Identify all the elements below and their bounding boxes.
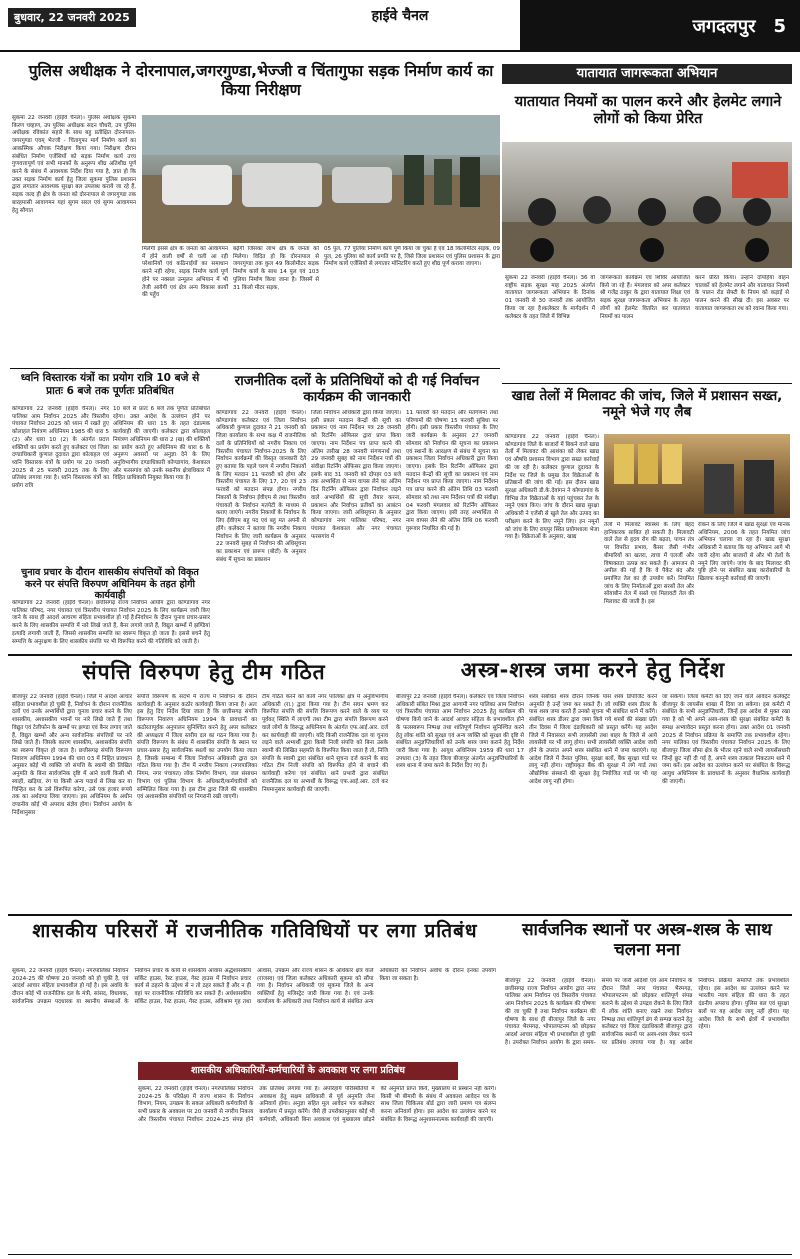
story1-col2: मिलेगी इससे क्षेत्र के जनता को आवागमन में होने वाली वर्षों से चली आ रही परेशानियों एवं कठिनाईयों का समाधान करने नहीं रहेगा, सड़क निर्माण कार्य पूर्ण होने पर नक्सल उन्मूलन अभियान में भी तेजी आयेगी एवं क्षेत्र अन्य विकास कार्यों की पहुँच [142, 246, 228, 299]
paper-name: हाईवे चैनल [371, 8, 429, 24]
divider [8, 654, 792, 656]
helmet-rally-photo [502, 142, 792, 268]
divider [0, 50, 520, 52]
story9-body-continued [12, 1062, 132, 1250]
story8-col3: जा सकेगा। जिला कमेटी को दिए जाने वाले आवेदन कलेक्ट्रेट बीजापुर के लायसेंस शाखा में दिया जा सकेगा। इस कमेटी में संबंधित के सभी अनुज्ञप्तिधारी, जिन्हें इस आदेश से मुक्त रखा गया है को भी अपने अस्त्र-शस्त्र की सुरक्षा संबंधित कमेटी के समक्ष अभ्यावेदन प्रस्तुत करना होगा। उक्त आदेश 01 जनवरी 2025 से निर्वाचन प्रक्रिया के समाप्ति तक प्रभावशील रहेगा। नगर पालिका एवं त्रिस्तरीय पंचायत निर्वाचन 2025 के लिए बीजापुर जिला सीमा क्षेत्र के भीतर रहने वाले सभी लायसेंसधारी जिन्हें छूट नहीं दी गई है, अपने शस्त्र तत्काल निकटतम थाने में जमा करें। इस आदेश का उल्लंघन करने पर संबंधित के विरूद्ध आयुध अधिनियम के प्रावधानों के अनुसार वैधानिक कार्यवाही की जाएगी। [662, 694, 790, 785]
divider [10, 368, 500, 369]
road-inspection-photo-art [142, 115, 500, 243]
story8-headline: अस्त्र-शस्त्र जमा करने हेतु निर्देश [460, 658, 726, 682]
story10-headline: सार्वजनिक स्थानों पर अस्त्र-शस्त्र के साथ चलना मना [522, 920, 772, 961]
oil-shop-photo [604, 434, 790, 518]
road-inspection-photo [142, 115, 500, 243]
story3-col2: 10 बजे से प्रातः 6 बजे तक पूर्णतः प्रतिबंधित रहेगा। उक्त आदेश के उल्लंघन होने पर अधिनियम की धारा 15 के तहत दंडात्मक कार्यवाही की जाएगी। कलेक्टर द्वारा कोलाहल नियंत्रण अधिनियम की धारा 2 (ख) की शक्तियों का प्रयोग करते हुए अधिनियम की धारा 6 के अनुरूप अवसरों पर अनुज्ञा देने के लिए अनुविभागीय दण्डाधिकारी कोण्डागांव, केशकाल और फरसगांव को उनके स्थानीय क्षेत्राधिकार में विहित प्राधिकारी नियुक्त किया गया है। [113, 406, 210, 482]
story9-sub-headline: शासकीय अधिकारियों-कर्मचारियों के अवकाश पर लगा प्रतिबंध [138, 1062, 458, 1080]
story5-col3: 11 फरवरी को मतदान और मतगणना तथा परिणामों की घोषणा 15 फरवरी सुबिधा पर होगी। इसी प्रकार त्रिस्तरीय पंचायत के लिए जारी कार्यक्रम के अनुसार 27 जनवरी सोमवार को निर्वाचन की सूचना का प्रकाशन एवं स्थानों के आरक्षण से संबंध में सूचना का प्रकाशन जिला निर्वाचन अधिकारी द्वारा किया जाएगा। इसके दिन रिटर्निंग ऑफिसर द्वारा मतदान केन्द्रों की सूची का प्रकाशन एवं नाम निर्देशन पत्र प्राप्त किया जाएगा। नाम निर्देशन पत्र प्राप्त करने की अंतिम तिथि 03 फरवरी सोमवार को तथा नाम निर्देशन पत्रों की संवीक्षा 04 फरवरी मंगलवार को रिटर्निंग ऑफिसर द्वारा किया जाएगा। इसी तरह अभ्यर्थिता से नाम वापस लेने की अंतिम तिथि 06 फरवरी गुरूवार निर्धारित की गई है। [406, 410, 498, 532]
story5-col1: कोण्डागांव 22 जनवरी (हाईवे चैनल)। कोण्डागांव कलेक्टर एवं जिला निर्वाचन अधिकारी कुणाल दुदावत ने 21 जनवरी को जिला कार्यालय के सभा कक्ष में राजनीतिक दलों के प्रतिनिधियों को नगरीय निकाय एवं त्रिस्तरीय पंचायत निर्वाचन-2025 के लिए निर्वाचन कार्यक्रमों की विस्तृत जानकारी देते हुए बताया कि पहले चरण में नगरीय निकायों के लिए मतदान 11 फरवरी को होगा और त्रिस्तरीय पंचायत के लिए 17, 20 एवं 23 फरवरी को मतदान संपन्न होगा। नगरीय निकायों के निर्वाचन ईवीएम से तथा त्रिस्तरीय पंचायतों के निर्वाचन मतपेटी के माध्यम से कराए जाएंगे। नगरीय निकायों के निर्वाचन के लिए ईवीएम बहु पद एवं बहु मत अपनी से होंगे। कलेक्टर ने बताया कि नगरीय निकाय निर्वाचन के लिए जारी कार्यक्रम के अनुसार 22 जनवरी सुबह से निर्वाचन की अधिसूचना का प्रकाशन एवं प्रारूप (बोटों) के अनुसार संबंध में सूचना का प्रकाशन [216, 410, 306, 563]
story3-headline: ध्वनि विस्तारक यंत्रों का प्रयोग रात्रि 10 बजे से प्रातः 6 बजे तक पूर्णतः प्रतिबंधित [20, 372, 200, 397]
city-name: जगदलपुर [692, 16, 756, 37]
story2-col2: जागरूकता कार्यक्रम एवं शिविर आयोजित किये जा रहे हैं। मंगलवार को अपर कलेक्टर श्री गजेंद्र ठाकुर के द्वारा यातायात शिक्षा एवं सड़क सुरक्षा जागरूकता अभियान के तहत लोगों को हेलमेट वितरित कर यातायात नियमों का पालन [600, 275, 690, 320]
story10-body: बीजापुर 22 जनवरी (हाईवे चैनल)। छत्तीसगढ़ राज्य निर्वाचन आयोग द्वारा नगर पालिका आम निर्वाचन एवं त्रिस्तरीय पंचायत आम निर्वाचन 2025 के कार्यक्रम की घोषणा की जा चुकी है तथा निर्वाचन कार्यक्रम की घोषणा के साथ ही बीजापुर जिले के नगर पंचायत भैरमगढ़, भोपालपटनम को छोड़कर आदर्श आचार संहिता भी प्रभावशील हो चुकी है। उपरोक्त निर्वाचन आयोग के द्वारा समय-समय पर जारी आदेशों एवं आम निर्वाचन के दौरान जिले नगर पंचायत भैरमगढ़, भोपालपटनम को छोड़कर शांतिपूर्ण संपन्न कराने के उद्देश्य से उपद्रव रोकने के लिए जिले में लोक शांति बनाए रखने तथा निर्वाचन निष्पक्ष तथा शांतिपूर्ण ढंग से सम्पन्न कराने हेतु कलेक्टर एवं जिला दंडाधिकारी बीजापुर द्वारा सार्वजनिक स्थानों पर अस्त्र-शस्त्र लेकर चलने पर प्रतिबंध लगाया गया है। यह आदेश निर्वाचन प्रक्रिया समाप्ति तक प्रभावशील रहेगा। इस आदेश का उल्लंघन करने पर भारतीय न्याय संहिता की धारा के तहत दंडनीय अपराध होगा। पुलिस बल एवं सुरक्षा बलों पर यह आदेश लागू नहीं होगा। यह आदेश जिले के सभी क्षेत्रों में प्रभावशील रहेगा। [505, 978, 789, 1046]
story4-headline: चुनाव प्रचार के दौरान शासकीय संपत्तियों को विकृत करने पर संपत्ति विरुपण अधिनियम के तहत होगी कार्यवाही [21, 567, 199, 601]
story2-band: यातायात जागरूकता अभियान [502, 64, 792, 84]
story2-col3: करने प्रेरित किया। उन्होंने दोपहिया वाहन चालकों को हेलमेट लगाने और यातायात नियमों के पालन रोड सेफ्टी के नियम को कड़ाई से पालन करने की सीख दी। इस अवसर पर यातायात जागरूकता रथ को रवाना किया गया। [695, 275, 789, 312]
story2-headline: यातायात नियमों का पालन करने और हेलमेट लगाने लोगों को किया प्रेरित [514, 94, 782, 128]
city-strip [520, 0, 800, 52]
story8-col1: बीजापुर 22 जनवरी (हाईवे चैनल)। कलेक्टर एवं जिला निर्वाचन अधिकारी संबित मिश्रा द्वारा आगामी नगर पालिका आम निर्वाचन एवं त्रिस्तरीय पंचायत आम निर्वाचन 2025 हेतु कार्यक्रम की घोषणा किये जाने के आदर्श आचार संहिता के प्रभावशील होने के फलस्वरूप निष्पक्ष तथा शांतिपूर्ण निर्वाचन सुनिश्चित करने हेतु लोक शांति को सुरक्षा एवं अन्य व्यक्ति को सुरक्षा की दृष्टि से संबंधित अनुज्ञप्तिधारियों को उनके शस्त्र जमा कराने हेतु निर्देश जारी किया गया है। आयुध अधिनियम 1959 की धारा 17 उपधारा (3) के तहत जिला बीजापुर अंतर्गत अनुज्ञप्तिधारियों के शस्त्र थाना में जमा करने के निर्देश दिए गए हैं। [396, 694, 524, 770]
story6-col3: रोकने के लिए जिले में खाद्य सुरक्षा एवं मानक अधिनियम, 2006 के तहत नियमित जांच अभियान चलाया जा रहा है। खाद्य सुरक्षा अधिकारी ने बताया कि यह अभियान आगे भी जारी रहेगा और बाजारों से और भी तेलों के नमूने लिए जाएंगे। जांच के बाद मिलावट की पुष्टि होने पर संबंधित खाद्य कारोबारियों के खिलाफ कानूनी कार्रवाई की जाएगी। [698, 522, 790, 583]
story8-col2: शस्त्र संबंधित शस्त्र दौरान जिनके पास शस्त्र डिपॉजिट करने अनुमति है उन्हें जमा कर सकते हैं। जो व्यक्ति शस्त्र डीलर के पास शस्त्र जमा करते हैं उनको सूचना भी संबंधित थाने में करेंगे। संबंधित शस्त्र डीलर द्वारा जमा किये गये शस्त्रों की संख्या प्रति तीन दिवस में जिला दंडाधिकारी को प्रस्तुत करेंगे। यह आदेश जिले में निवासरत सभी लायसेंसी तथा बाहर के जिले से आये लायसेंसी पर भी लागू होगा। सभी लायसेंसी व्यक्ति आदेश जारी होने के उपरांत अपने शस्त्र संबंधित थाने में जमा कराएंगे। यह आदेश जिले में तैनात पुलिस, सुरक्षा बलों, बैंक सुरक्षा गार्ड पर लागू नहीं होगा। राष्ट्रीयकृत बैंक की सुरक्षा में लगे गार्ड तथा औद्योगिक संस्थानों की सुरक्षा हेतु नियोजित गार्ड पर भी यह आदेश लागू नहीं होगा। [529, 694, 657, 785]
story7-headline: संपत्ति विरुपण हेतु टीम गठित [82, 660, 326, 684]
story2-col1: सुकमा 22 जनवरी (हाईवे चैनल)। 36 वाँ राष्ट्रीय सड़क सुरक्षा माह 2025 अंतर्गत यातायात जागरूकता अभियान के दिनांक 01 जनवरी से 30 जनवरी तक आयोजित किया जा रहा है।कलेक्टर के मार्गदर्शन में कलेक्टर के तहत जिले में विभिन्न [505, 275, 595, 320]
story5-col2: जिला निर्वाचन अधिकारी द्वारा किया जाएगा। इसी प्रकार मतदान केन्द्रों की सूची का प्रकाशन एवं नाम निर्देशन पत्र 28 जनवरी को रिटर्निंग ऑफिसर द्वारा प्राप्त किया जाएगा। नाम निर्देशन पत्र प्राप्त करने की अंतिम तारीख 28 जनवरी संगणनार्थ तथा 29 जनवरी सुबह को नाम निर्देशन पत्रों की संवीक्षा रिटर्निंग ऑफिसर द्वारा किया जाएगा। इसके बाद 31 जनवरी को दोपहर 03 बजे तक अभ्यर्थिता से नाम वापस लेने का अंतिम दिन रिटर्निंग ऑफिसर द्वारा निर्वाचन लड़ने वाले अभ्यर्थियों की सूची तैयार करना, प्रकाशन और निर्वाचन प्रतीकों का आबंटन किया जाएगा। जारी अधिसूचना के अनुसार कोण्डागांव नगर पालिका परिषद, नगर पंचायत केशकाल और नगर पंचायत फरसगांव में [311, 410, 401, 540]
story9-headline: शासकीय परिसरों में राजनीतिक गतिविधियों पर लगा प्रतिबंध [32, 920, 478, 942]
masthead [0, 0, 800, 52]
divider [8, 1254, 792, 1255]
story6-col1: कोण्डागांव 22 जनवरी (हाईवे चैनल)। कोण्डागांव जिले के बाजारों में बिकने वाले खाद्य तेलों में मिलावट की आशंका को लेकर खाद्य एवं औषधि प्रशासन विभाग द्वारा सख्त कार्रवाई की जा रही है। कलेक्टर कुणाल दुदावत के निर्देश पर जिले के प्रमुख तेल विक्रेताओं के प्रतिष्ठानों की जांच की गई। इस दौरान खाद्य सुरक्षा अधिकारी डी.के.देवांगन ने कोण्डागांव के विभिन्न तेल विक्रेताओं के यहां पहुंचकर तेल के नमूने एकत्र किए। जांच के दौरान खाद्य सुरक्षा अधिकारी ने एजेंसी से खुले तेल और उत्पाद का परीक्षण करने के लिए नमूने लिए। इन नमूनों को जांच के लिए रायपुर स्थित प्रयोगशाला भेजा गया है। विक्रेताओं के अनुसार, खाद्य [505, 434, 599, 541]
story1-col4: 05 पुल, 77 पुलिया निर्माण कार्य पूर्ण किया जा चुका है एवं 18 किलोमीटर सड़क, 09 पुल, 26 पुलिया को कार्य प्रगति पर है, जिसे जिला प्रशासन एवं पुलिस प्रशासन के द्वारा निर्माण कार्य एजेंसियों से लगातार मॉनिटरिंग करते हुए शीघ्र पूर्ण कराया जाएगा। [324, 246, 500, 268]
story9-sub-body: सुकमा, 22 जनवरी (हाईवे चैनल)। नगरपालिका निर्वाचन 2024-25 के परिप्रेक्ष्य में राज्य शासन के निर्वाचन विभाग, नियम, उपक्रम के सकल अधिकारी कर्मचारियों के सभी प्रकार के अवकाश पर 20 जनवरी से नगरीय निकाय और त्रिस्तरीय पंचायत निर्वाचन 2024-25 संपन्न होने तक प्रतिबंध लगाया गया है। अपरिहार्य परिस्थितियों में अवकाश हेतु सक्षम प्राधिकारी से पूर्व अनुमति लेना अनिवार्य होगा। अनुज्ञा सहित मूल आवेदन पत्र कलेक्टर कार्यालय में प्रस्तुत करेंगे। जैसे ही उपरोक्तानुसार कोई भी कर्मचारी, अधिकारी बिना अवकाश एवं मुख्यालय छोड़ने की अनुमति प्राप्त किये, मुख्यालय से प्रस्थान नहीं करेंगे। किसी भी बीमारी के संबंध में अवकाश आवेदन पत्र के साथ जिला चिकित्सा बोर्ड द्वारा जारी प्रमाण पत्र संलग्न करना अनिवार्य होगा। इस आदेश का उल्लंघन करने पर संबंधित के विरूद्ध अनुशासनात्मक कार्यवाही की जाएगी। [138, 1086, 496, 1123]
date-strip [8, 6, 140, 28]
story1-col1: सुकमा 22 जनवरी (हाईवे चैनल)। पुलिस अधीक्षक सुकमा किरण चव्हाण, उप पुलिस अधीक्षक सदन चौधरी, उप पुलिस अधीक्षक रविकांत सहारे के साथ बहु प्रतीक्षित दोरनापाल-जगरगुण्डा एवम् भेज्जी - चिंतागुफा मार्ग निर्माण कार्य का आकस्मिक औचक निरीक्षण किया गया। निरीक्षण दौरान संबंधित निर्माण एजेंसियों को सड़क निर्माण कार्य उच्च गुणवत्तापूर्ण एवं सभी मानकों के अनुरूप शीघ्र अतिशीघ्र पूर्ण करने के संबंध में आवश्यक निर्देश दिया गया है, ज्ञात हो कि उक्त सड़क निर्माण कार्य हेतु जिला सुकमा पुलिस प्रशासन द्वारा लगातार आवश्यक सुरक्षा बल उपलब्ध कराये जा रहे हैं, सड़क जल्द ही क्षेत्र के जनता को दोरनापाल से जगरगुण्डा तक बारहमासी आवागमन यहां सुगम सरल एवं सुगम आवागमन हेतु सौगात [12, 115, 136, 214]
divider [502, 383, 792, 384]
helmet-rally-photo-art [502, 142, 792, 268]
story1-headline: पुलिस अधीक्षक ने दोरनापाल,जगरगुण्डा,भेज्जी व चिंतागुफा सड़क निर्माण कार्य का किया निरीक्षण [28, 62, 494, 99]
story1-col3: बढ़ेगी जिसका लाभ क्षेत्र के जनता को मिलेगा। विदित हो कि दोरनापाल से जगरगुण्डा तक कुल 49 किलोमीटर सड़क निर्माण कार्य के साथ 14 पुल एवं 103 पुलिया निर्माण किया जाना है। जिसमें से 31 किलो मीटर सड़क, [233, 246, 319, 291]
issue-date: बुधवार, 22 जनवरी 2025 [8, 8, 136, 27]
story6-headline: खाद्य तेलों में मिलावट की जांच, जिले में प्रशासन सख्त, नमूने भेजे गए लैब [511, 388, 783, 421]
story5-headline: राजनीतिक दलों के प्रतिनिधियों को दी गई निर्वाचन कार्यक्रम की जानकारी [234, 373, 480, 406]
oil-shop-photo-art [604, 434, 790, 518]
story3-col1: कोण्डागांव 22 जनवरी (हाईवे चैनल)। नगर पालिका आम निर्वाचन 2025 और त्रिस्तरीय पंचायत निर्वाचन 2025 को ध्यान में रखते हुए कोलाहल नियंत्रण अधिनियम 1985 की धारा 5 (2) और धारा 10 (2) के अंतर्गत प्रदत्त शक्तियों का प्रयोग करते हुए कलेक्टर एवं जिला दण्डाधिकारी कुणाल दुदावत द्वारा कोलाहल एवं ध्वनि विस्तारक यंत्रों के प्रयोग पर 20 जनवरी 2025 से 25 फरवरी 2025 तक के लिए प्रतिबंध लगाया गया है। ध्वनि विस्तारक यंत्रों का प्रयोग रात्रि [12, 406, 109, 490]
story7-col3: टीम गठित करने को कार्य नगर पालिका क्षेत्र में अनुविभागीय अधिकारी (रा.) द्वारा किया गया है। टीम सघन भ्रमण कर विरूपित संपत्ति की संपत्ति विरूपण करने वाले के व्यय पर पूर्ववत् स्थिति में लाएगी तथा टीम द्वारा संपत्ति विरूपण करने वाले लोगों के विरूद्ध अधिनियम के अंतर्गत एफ.आई.आर. दर्ज कर कार्यवाही की जाएगी। यदि किसी राजनैतिक दल या चुनाव लड़ने वाले अभ्यर्थी द्वारा किसी निजी संपत्ति को बिना उसके स्वामी की लिखित सहमति के विरूपित किया जाता है तो, निजि संपत्ति के स्वामी द्वारा संबंधित थाने सूचना दर्ज कराने के बाद गठित टीम निजी संपत्ति को विरूपित होने से बचाने की कार्यवाही करेगा एवं संबंधित थाने प्रभारी द्वारा संबंधित राजनैतिक दल या अभ्यर्थी के विरूद्ध एफ.आई.आर. दर्ज कर नियमानुसार कार्यवाही की जाएगी। [262, 694, 388, 793]
story6-col2: तेलों में मिलावट स्वास्थ्य के लिए बेहद हानिकारक साबित हो सकती है। मिलावटी वाले तेल से हृदय रोग की बढ़ता, पाचन तंत्र पर विपरीत प्रभाव, कैंसर जैसी गंभीर बीमारियों का खतरा, त्वचा में एलर्जी और विषाक्तता उत्पन्न कर सकते हैं। आमजन से अपील की गई है कि वे पैकेट बंद और प्रमाणित तेल का ही उपयोग करें। नियमित जांच के लिए निर्माताओं द्वारा सरसों तेल और सोयाबीन तेल में सस्ते एवं मिलावटी तेल की मिलावट की जाती है। इस [604, 522, 694, 606]
divider [8, 914, 792, 916]
story7-col2: संपत्ति विरूपण के संदर्भ में राज्य में निर्वाचन के दौरान कार्यवाही के अनुसार कठोर कार्यवाही किया जाना है। अतः इस हेतु दिए निर्देश दिया जाता है कि छत्तीसगढ़ संपत्ति विरूपण निवारण अधिनियम 1994 के प्रावधानों का कठोरतापूर्वक अनुपालन सुनिश्चित करने हेतु अपर कलेक्टर की अध्यक्षता में जिला स्तरीय दल का गठन किया गया है। संपत्ति विरूपण के संबंध में शासकीय संपत्ति के स्थान पर प्रचार-प्रसार हेतु सार्वजनिक स्थलों का उपयोग किया जाता है, जिसके सम्बन्ध में जिला निर्वाचन अधिकारी द्वारा दल गठित किया गया है। टीम में नगरीय निकाय (नगरपालिका निगम, नगर पंचायत) लोक निर्माण विभाग, जल संसाधन विभाग एवं पुलिस विभाग के अधिकारी/कर्मचारियों को सम्मिलित किया गया है। इस टीम द्वारा जिले की शासकीय एवं अशासकीय संपत्तियों पर निगरानी रखी जाएगी। [137, 694, 257, 801]
story7-col1: बीजापुर 22 जनवरी (हाईवे चैनल)। जिले में आदर्श आचार संहिता प्रभावशील हो चुकी है, निर्वाचन के दौरान राजनैतिक दलों एवं उनके अभ्यर्थियों द्वारा चुनाव प्रचार करने के लिए शासकीय, अशासकीय भवनों पर नारे लिखे जाते हैं तथा विद्युत एवं टेलीफोन के खम्भों पर झण्डा एवं बैनर लगाए जाते हैं, विद्युत खम्भों और अन्य सार्वजनिक संपत्तियों पर नारे लिखे जाते हैं। जिसके कारण शासकीय, अशासकीय संपत्ति का स्वरूप विकृत हो जाता है। छत्तीसगढ़ संपत्ति विरूपण निवारण अधिनियम 1994 की धारा 03 में निहित प्रावधान अनुसार कोई भी व्यक्ति जो संपत्ति के स्वामी की लिखित अनुमति के बिना सार्वजनिक दृष्टि में आने वाली किसी भी स्याही, खड़िया, रंग या किसी अन्य पदार्थ से लिख कर या चिन्हित कर के उसे विरूपित करेगा, उसे एक हजार रूपये तक का अर्थदण्ड लिया जाएगा। इस अधिनियम के अधीन दण्डनीय कोई भी अपराध संज्ञेय होगा। निर्वाचन आयोग के निर्देशानुसार [12, 694, 132, 816]
story9-body: सुकमा, 22 जनवरी (हाईवे चैनल)। नगरपालिका निर्वाचन 2024-25 की घोषणा 20 जनवरी को हो चुकी है, एवं आदर्श आचार संहिता प्रभावशील हो गई है। इस अवधि के दौरान कोई भी राजनीतिक दल के मंत्री, सांसद, विधायक, सार्वजनिक उपक्रम पदधारक या स्थानीय संस्थाओं के निर्वाचन प्रचार के कार्य से शासकीय आवास अर्द्धशासकीय सर्किट हाउस, रेस्ट हाउस, गेस्ट हाउस में निर्वाचन प्रचार कार्य से ठहरने के उद्देश्य से न तो ठहर सकते हैं और न ही वहां पर राजनीतिक गतिविधि कर सकते हैं। अर्धशासकीय सर्किट हाउस, रेस्ट हाउस, गेस्ट हाउस, अविश्राम गृह तथा आवास, उपक्रम और राज्य शासन के अधिकार क्षेत्र वाले (राजस्व) एवं जिला कलेक्टर अधिकारी सुकमा को सौंपा गया है। निर्वाचन अधिकारी एवं सुकमा जिले के अन्य व्यक्तियों हेतु मजिस्ट्रेट जारी किया गया है। एवं उनके कार्यालय के अधिकारी तथा निर्वाचन कार्य से संबंधित अन्य अधिकारी को निर्वाचन अवधि के दौरान इनका उपयोग किया जा सकता है। [12, 968, 496, 1005]
story4-body: कोण्डागांव 22 जनवरी (हाईवे चैनल)। छत्तीसगढ़ राज्य निर्वाचन आयोग द्वारा कोण्डागांव नगर पालिका परिषद, नगर पंचायत एवं त्रिस्तरीय पंचायत निर्वाचन 2025 के लिए कार्यक्रम जारी किए जाने के साथ ही आदर्श आचरण संहिता प्रभावशील हो गई है।निर्वाचन के दौरान चुनाव प्रचार-प्रसार करने के लिए शासकीय सम्पत्ति में नारे लिखे जाते हैं, बैनर लगाये जाते हैं, विद्युत खम्भों में झण्डियां इत्यादि लगायी जाती हैं, जिससे शासकीय सम्पत्ति का स्वरूप विकृत हो जाता है। इससे बचने हेतु सम्पत्ति के अनुरक्षण के लिए शासकीय संपत्ति पर भी विरूपित करने की गतिविधि को जाती है। [12, 600, 210, 645]
page-number: 5 [773, 15, 786, 37]
